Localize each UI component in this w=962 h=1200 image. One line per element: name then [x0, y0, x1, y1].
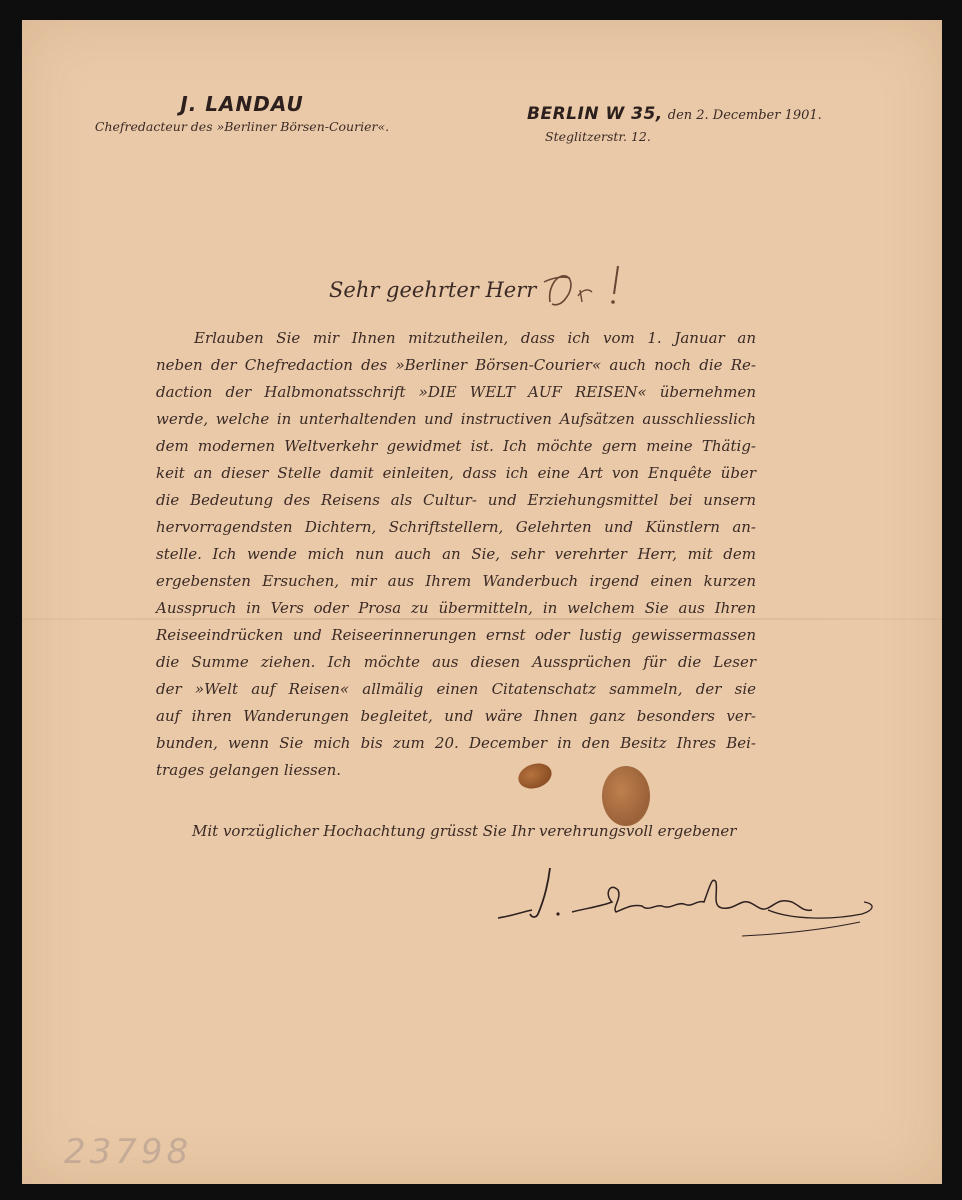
letter-page — [22, 20, 942, 1184]
body-line: Ausspruch in Vers oder Prosa zu übermitteln, in welchem Sie aus Ihren — [156, 599, 756, 617]
body-line: auf ihren Wanderungen begleitet, und wäre Ihnen ganz besonders ver- — [156, 707, 756, 725]
sender-position: Chefredacteur des »Berliner Börsen-Courier«. — [94, 119, 390, 134]
body-line: Erlauben Sie mir Ihnen mitzutheilen, dass ich vom 1. Januar an — [194, 329, 756, 347]
body-line: trages gelangen liessen. — [156, 761, 342, 779]
body-line: werde, welche in unterhaltenden und instructiven Aufsätzen ausschliesslich — [156, 410, 756, 428]
handwritten-dr — [540, 260, 650, 320]
closing-line: Mit vorzüglicher Hochachtung grüsst Sie Ihr verehrungsvoll ergebener — [192, 822, 737, 840]
body-line: Reiseeindrücken und Reiseerinnerungen ernst oder lustig gewissermassen — [156, 626, 756, 644]
signature — [492, 856, 882, 946]
letter-date: den 2. December 1901. — [667, 108, 822, 123]
archive-number: 23798 — [64, 1132, 193, 1172]
city-date-row — [527, 104, 887, 124]
body-line: dem modernen Weltverkehr gewidmet ist. Ich möchte gern meine Thätig- — [156, 437, 756, 455]
body-line: keit an dieser Stelle damit einleiten, dass ich eine Art von Enquête über — [156, 464, 756, 482]
sender-name: J. LANDAU — [180, 92, 304, 116]
body-line: die Bedeutung des Reisens als Cultur- und Erziehungsmittel bei unsern — [156, 491, 756, 509]
body-line: bunden, wenn Sie mich bis zum 20. December in den Besitz Ihres Bei- — [156, 734, 756, 752]
body-line: stelle. Ich wende mich nun auch an Sie, sehr verehrter Herr, mit dem — [156, 545, 756, 563]
letterhead-place-date — [527, 104, 887, 144]
body-line: der »Welt auf Reisen« allmälig einen Citatenschatz sammeln, der sie — [156, 680, 756, 698]
body-line: ergebensten Ersuchen, mir aus Ihrem Wanderbuch irgend einen kurzen — [156, 572, 756, 590]
city: BERLIN W 35, — [527, 104, 663, 124]
street-address: Steglitzerstr. 12. — [545, 129, 651, 144]
salutation: Sehr geehrter Herr — [329, 278, 537, 302]
body-line: daction der Halbmonatsschrift »DIE WELT AUF REISEN« übernehmen — [156, 383, 756, 401]
body-line: hervorragendsten Dichtern, Schriftstellern, Gelehrten und Künstlern an- — [156, 518, 756, 536]
ink-stain — [602, 766, 650, 826]
body-line: die Summe ziehen. Ich möchte aus diesen Aussprüchen für die Leser — [156, 653, 756, 671]
letter-body — [156, 325, 756, 784]
letterhead-sender — [82, 92, 402, 134]
body-line: neben der Chefredaction des »Berliner Börsen-Courier« auch noch die Re- — [156, 356, 756, 374]
